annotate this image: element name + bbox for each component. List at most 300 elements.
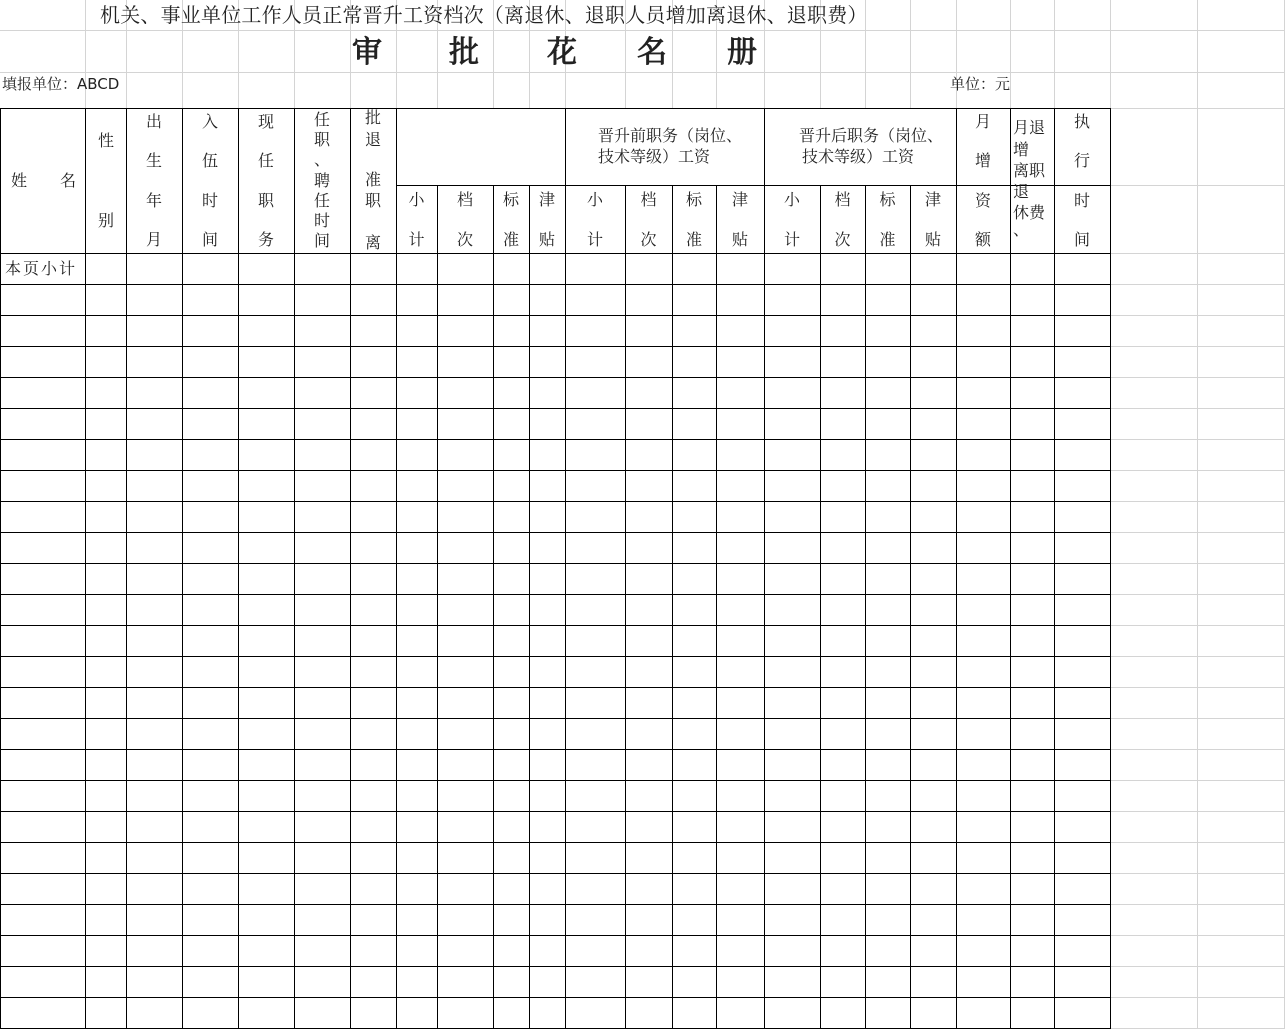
- table-cell[interactable]: [821, 750, 865, 780]
- table-cell[interactable]: [957, 719, 1010, 749]
- table-cell[interactable]: [295, 347, 350, 377]
- table-cell[interactable]: [911, 285, 956, 315]
- table-cell[interactable]: [821, 657, 865, 687]
- table-cell[interactable]: [183, 626, 238, 656]
- table-cell[interactable]: [866, 719, 910, 749]
- table-cell[interactable]: [1055, 688, 1110, 718]
- table-cell[interactable]: [494, 719, 529, 749]
- table-cell[interactable]: [530, 316, 565, 346]
- table-cell[interactable]: [86, 967, 126, 997]
- table-cell[interactable]: [866, 967, 910, 997]
- table-cell[interactable]: [494, 812, 529, 842]
- table-cell[interactable]: [183, 874, 238, 904]
- table-cell[interactable]: [86, 440, 126, 470]
- table-cell[interactable]: [717, 626, 764, 656]
- table-cell[interactable]: [866, 285, 910, 315]
- table-cell[interactable]: [821, 626, 865, 656]
- table-cell[interactable]: [626, 285, 672, 315]
- table-cell[interactable]: [183, 471, 238, 501]
- table-cell[interactable]: [183, 905, 238, 935]
- table-cell[interactable]: [295, 905, 350, 935]
- table-cell[interactable]: [351, 874, 396, 904]
- table-cell[interactable]: [86, 657, 126, 687]
- table-cell[interactable]: [397, 285, 437, 315]
- table-cell[interactable]: [626, 347, 672, 377]
- table-cell[interactable]: [494, 347, 529, 377]
- table-cell[interactable]: [295, 254, 350, 284]
- table-cell[interactable]: [438, 440, 493, 470]
- table-cell[interactable]: [530, 843, 565, 873]
- table-cell[interactable]: [673, 657, 716, 687]
- table-cell[interactable]: [530, 657, 565, 687]
- table-cell[interactable]: [911, 502, 956, 532]
- table-cell[interactable]: [821, 688, 865, 718]
- table-cell[interactable]: [626, 533, 672, 563]
- table-cell[interactable]: [1011, 750, 1054, 780]
- table-cell[interactable]: [821, 843, 865, 873]
- table-cell[interactable]: [351, 502, 396, 532]
- table-cell[interactable]: [821, 440, 865, 470]
- table-cell[interactable]: [494, 502, 529, 532]
- table-cell[interactable]: [438, 285, 493, 315]
- table-cell[interactable]: [626, 378, 672, 408]
- table-cell[interactable]: [1055, 843, 1110, 873]
- table-cell[interactable]: [1055, 781, 1110, 811]
- table-cell[interactable]: [866, 409, 910, 439]
- table-cell[interactable]: [127, 719, 182, 749]
- table-cell[interactable]: [911, 564, 956, 594]
- table-cell[interactable]: [239, 688, 294, 718]
- table-cell[interactable]: [1, 688, 85, 718]
- table-cell[interactable]: [397, 719, 437, 749]
- table-cell[interactable]: [911, 967, 956, 997]
- table-cell[interactable]: [866, 347, 910, 377]
- table-cell[interactable]: [530, 781, 565, 811]
- table-cell[interactable]: [866, 750, 910, 780]
- table-cell[interactable]: [626, 471, 672, 501]
- table-cell[interactable]: [239, 936, 294, 966]
- table-cell[interactable]: [821, 285, 865, 315]
- table-cell[interactable]: [1, 316, 85, 346]
- table-cell[interactable]: [239, 626, 294, 656]
- table-cell[interactable]: [765, 595, 820, 625]
- table-cell[interactable]: [183, 409, 238, 439]
- table-cell[interactable]: [626, 688, 672, 718]
- table-cell[interactable]: [866, 843, 910, 873]
- table-cell[interactable]: [957, 564, 1010, 594]
- table-cell[interactable]: [717, 905, 764, 935]
- table-cell[interactable]: [911, 533, 956, 563]
- table-cell[interactable]: [183, 285, 238, 315]
- table-cell[interactable]: [626, 657, 672, 687]
- table-cell[interactable]: [765, 347, 820, 377]
- table-cell[interactable]: [911, 688, 956, 718]
- table-cell[interactable]: [866, 502, 910, 532]
- table-cell[interactable]: [626, 440, 672, 470]
- table-cell[interactable]: [438, 936, 493, 966]
- table-cell[interactable]: [1011, 347, 1054, 377]
- table-cell[interactable]: [1055, 316, 1110, 346]
- table-cell[interactable]: [957, 316, 1010, 346]
- table-cell[interactable]: [86, 409, 126, 439]
- table-cell[interactable]: [911, 750, 956, 780]
- table-cell[interactable]: [626, 502, 672, 532]
- table-cell[interactable]: [673, 998, 716, 1028]
- table-cell[interactable]: [1, 378, 85, 408]
- table-cell[interactable]: [717, 781, 764, 811]
- table-cell[interactable]: [911, 657, 956, 687]
- table-cell[interactable]: [351, 409, 396, 439]
- table-cell[interactable]: [957, 347, 1010, 377]
- table-cell[interactable]: [86, 564, 126, 594]
- table-cell[interactable]: [911, 998, 956, 1028]
- table-cell[interactable]: [239, 378, 294, 408]
- table-cell[interactable]: [86, 936, 126, 966]
- table-cell[interactable]: [957, 812, 1010, 842]
- table-cell[interactable]: [911, 409, 956, 439]
- table-cell[interactable]: [438, 378, 493, 408]
- table-cell[interactable]: [566, 781, 625, 811]
- table-cell[interactable]: [530, 254, 565, 284]
- table-cell[interactable]: [717, 409, 764, 439]
- table-cell[interactable]: [911, 781, 956, 811]
- table-cell[interactable]: [866, 440, 910, 470]
- table-cell[interactable]: [717, 750, 764, 780]
- table-cell[interactable]: [1055, 657, 1110, 687]
- table-cell[interactable]: [673, 812, 716, 842]
- table-cell[interactable]: [494, 409, 529, 439]
- table-cell[interactable]: [351, 316, 396, 346]
- table-cell[interactable]: [494, 967, 529, 997]
- table-cell[interactable]: [295, 440, 350, 470]
- table-cell[interactable]: [1055, 347, 1110, 377]
- table-cell[interactable]: [530, 285, 565, 315]
- table-cell[interactable]: [821, 595, 865, 625]
- table-cell[interactable]: [1055, 595, 1110, 625]
- table-cell[interactable]: [351, 564, 396, 594]
- table-cell[interactable]: [821, 316, 865, 346]
- table-cell[interactable]: [911, 347, 956, 377]
- table-cell[interactable]: [626, 409, 672, 439]
- table-cell[interactable]: [295, 564, 350, 594]
- table-cell[interactable]: [957, 409, 1010, 439]
- table-cell[interactable]: [295, 626, 350, 656]
- table-cell[interactable]: [351, 936, 396, 966]
- table-cell[interactable]: [957, 471, 1010, 501]
- table-cell[interactable]: [717, 533, 764, 563]
- table-cell[interactable]: [239, 564, 294, 594]
- table-cell[interactable]: [295, 750, 350, 780]
- table-cell[interactable]: [1055, 750, 1110, 780]
- table-cell[interactable]: [957, 688, 1010, 718]
- table-cell[interactable]: [438, 967, 493, 997]
- table-cell[interactable]: [127, 409, 182, 439]
- table-cell[interactable]: [765, 378, 820, 408]
- table-cell[interactable]: [183, 688, 238, 718]
- table-cell[interactable]: [866, 626, 910, 656]
- table-cell[interactable]: [957, 874, 1010, 904]
- table-cell[interactable]: [566, 595, 625, 625]
- table-cell[interactable]: [239, 347, 294, 377]
- table-cell[interactable]: [239, 471, 294, 501]
- table-cell[interactable]: [626, 254, 672, 284]
- table-cell[interactable]: [183, 750, 238, 780]
- table-cell[interactable]: [494, 657, 529, 687]
- table-cell[interactable]: [911, 905, 956, 935]
- table-cell[interactable]: [351, 347, 396, 377]
- table-cell[interactable]: [351, 967, 396, 997]
- table-cell[interactable]: [530, 967, 565, 997]
- table-cell[interactable]: [127, 533, 182, 563]
- table-cell[interactable]: [239, 812, 294, 842]
- table-cell[interactable]: [295, 781, 350, 811]
- table-cell[interactable]: [673, 471, 716, 501]
- table-cell[interactable]: [717, 874, 764, 904]
- table-cell[interactable]: [821, 409, 865, 439]
- table-cell[interactable]: [239, 719, 294, 749]
- table-cell[interactable]: [717, 936, 764, 966]
- table-cell[interactable]: [239, 843, 294, 873]
- table-cell[interactable]: [86, 285, 126, 315]
- table-cell[interactable]: [295, 812, 350, 842]
- table-cell[interactable]: [765, 719, 820, 749]
- table-cell[interactable]: [673, 502, 716, 532]
- table-cell[interactable]: [183, 843, 238, 873]
- table-cell[interactable]: [438, 812, 493, 842]
- table-cell[interactable]: [821, 874, 865, 904]
- table-cell[interactable]: [866, 874, 910, 904]
- table-cell[interactable]: [295, 998, 350, 1028]
- table-cell[interactable]: [866, 595, 910, 625]
- table-cell[interactable]: [911, 440, 956, 470]
- table-cell[interactable]: [957, 440, 1010, 470]
- table-cell[interactable]: [530, 378, 565, 408]
- table-cell[interactable]: [765, 564, 820, 594]
- table-cell[interactable]: [1055, 998, 1110, 1028]
- table-cell[interactable]: [397, 471, 437, 501]
- table-cell[interactable]: [957, 378, 1010, 408]
- table-cell[interactable]: [1, 781, 85, 811]
- table-cell[interactable]: [86, 254, 126, 284]
- table-cell[interactable]: [438, 502, 493, 532]
- table-cell[interactable]: [183, 812, 238, 842]
- table-cell[interactable]: [183, 533, 238, 563]
- table-cell[interactable]: [1011, 564, 1054, 594]
- table-cell[interactable]: [1, 471, 85, 501]
- table-cell[interactable]: [821, 998, 865, 1028]
- table-cell[interactable]: [1, 595, 85, 625]
- table-cell[interactable]: [295, 316, 350, 346]
- table-cell[interactable]: [673, 750, 716, 780]
- table-cell[interactable]: [86, 626, 126, 656]
- table-cell[interactable]: [821, 905, 865, 935]
- table-cell[interactable]: [765, 998, 820, 1028]
- table-cell[interactable]: [530, 688, 565, 718]
- table-cell[interactable]: [717, 440, 764, 470]
- table-cell[interactable]: [957, 502, 1010, 532]
- table-cell[interactable]: [673, 254, 716, 284]
- table-cell[interactable]: [127, 688, 182, 718]
- table-cell[interactable]: [626, 967, 672, 997]
- table-cell[interactable]: [765, 409, 820, 439]
- table-cell[interactable]: [295, 533, 350, 563]
- table-cell[interactable]: [673, 874, 716, 904]
- table-cell[interactable]: [957, 285, 1010, 315]
- table-cell[interactable]: [626, 750, 672, 780]
- table-cell[interactable]: [530, 719, 565, 749]
- table-cell[interactable]: [1011, 998, 1054, 1028]
- table-cell[interactable]: [295, 595, 350, 625]
- table-cell[interactable]: [438, 533, 493, 563]
- table-cell[interactable]: [1055, 905, 1110, 935]
- table-cell[interactable]: [438, 874, 493, 904]
- table-cell[interactable]: [717, 812, 764, 842]
- table-cell[interactable]: [957, 533, 1010, 563]
- table-cell[interactable]: [494, 781, 529, 811]
- table-cell[interactable]: [397, 595, 437, 625]
- table-cell[interactable]: [1011, 812, 1054, 842]
- table-cell[interactable]: [1055, 936, 1110, 966]
- table-cell[interactable]: [673, 378, 716, 408]
- table-cell[interactable]: [673, 905, 716, 935]
- table-cell[interactable]: [295, 843, 350, 873]
- table-cell[interactable]: [351, 285, 396, 315]
- table-cell[interactable]: [957, 750, 1010, 780]
- table-cell[interactable]: [717, 285, 764, 315]
- table-cell[interactable]: [351, 781, 396, 811]
- table-cell[interactable]: [765, 843, 820, 873]
- table-cell[interactable]: [295, 409, 350, 439]
- table-cell[interactable]: [86, 471, 126, 501]
- table-cell[interactable]: [183, 502, 238, 532]
- table-cell[interactable]: [351, 533, 396, 563]
- table-cell[interactable]: [821, 967, 865, 997]
- table-cell[interactable]: [397, 936, 437, 966]
- table-cell[interactable]: [183, 440, 238, 470]
- table-cell[interactable]: [530, 440, 565, 470]
- table-cell[interactable]: [494, 936, 529, 966]
- table-cell[interactable]: [1, 750, 85, 780]
- table-cell[interactable]: [1, 409, 85, 439]
- table-cell[interactable]: [86, 905, 126, 935]
- table-cell[interactable]: [127, 657, 182, 687]
- table-cell[interactable]: [183, 378, 238, 408]
- table-cell[interactable]: [765, 440, 820, 470]
- table-cell[interactable]: [397, 347, 437, 377]
- table-cell[interactable]: [717, 688, 764, 718]
- table-cell[interactable]: [239, 285, 294, 315]
- table-cell[interactable]: [86, 998, 126, 1028]
- table-cell[interactable]: [494, 998, 529, 1028]
- table-cell[interactable]: [295, 936, 350, 966]
- table-cell[interactable]: [127, 750, 182, 780]
- table-cell[interactable]: [673, 719, 716, 749]
- table-cell[interactable]: [673, 533, 716, 563]
- table-cell[interactable]: [911, 812, 956, 842]
- table-cell[interactable]: [1, 533, 85, 563]
- table-cell[interactable]: [957, 936, 1010, 966]
- table-cell[interactable]: [717, 719, 764, 749]
- table-cell[interactable]: [957, 595, 1010, 625]
- table-cell[interactable]: [530, 936, 565, 966]
- table-cell[interactable]: [530, 874, 565, 904]
- table-cell[interactable]: [494, 533, 529, 563]
- table-cell[interactable]: [1055, 378, 1110, 408]
- table-cell[interactable]: [494, 874, 529, 904]
- table-cell[interactable]: [438, 750, 493, 780]
- table-cell[interactable]: [866, 533, 910, 563]
- table-cell[interactable]: [86, 502, 126, 532]
- table-cell[interactable]: [127, 936, 182, 966]
- table-cell[interactable]: [1, 285, 85, 315]
- table-cell[interactable]: [494, 905, 529, 935]
- table-cell[interactable]: [351, 595, 396, 625]
- table-cell[interactable]: [1055, 812, 1110, 842]
- table-cell[interactable]: [351, 440, 396, 470]
- table-cell[interactable]: [127, 378, 182, 408]
- table-cell[interactable]: [494, 254, 529, 284]
- table-cell[interactable]: [566, 347, 625, 377]
- table-cell[interactable]: [494, 750, 529, 780]
- table-cell[interactable]: [438, 471, 493, 501]
- table-cell[interactable]: [397, 316, 437, 346]
- table-cell[interactable]: [821, 471, 865, 501]
- table-cell[interactable]: [626, 843, 672, 873]
- table-cell[interactable]: [821, 812, 865, 842]
- table-cell[interactable]: [530, 595, 565, 625]
- table-cell[interactable]: [438, 564, 493, 594]
- table-cell[interactable]: [86, 750, 126, 780]
- table-cell[interactable]: [397, 564, 437, 594]
- table-cell[interactable]: [127, 347, 182, 377]
- table-cell[interactable]: [295, 719, 350, 749]
- table-cell[interactable]: [127, 967, 182, 997]
- table-cell[interactable]: [1011, 843, 1054, 873]
- table-cell[interactable]: [86, 719, 126, 749]
- table-cell[interactable]: [1011, 874, 1054, 904]
- table-cell[interactable]: [127, 595, 182, 625]
- table-cell[interactable]: [626, 998, 672, 1028]
- table-cell[interactable]: [351, 657, 396, 687]
- table-cell[interactable]: [438, 347, 493, 377]
- table-cell[interactable]: [239, 502, 294, 532]
- table-cell[interactable]: [1, 440, 85, 470]
- table-cell[interactable]: [127, 502, 182, 532]
- table-cell[interactable]: [866, 812, 910, 842]
- table-cell[interactable]: [397, 657, 437, 687]
- table-cell[interactable]: [717, 998, 764, 1028]
- table-cell[interactable]: [866, 781, 910, 811]
- table-cell[interactable]: [397, 626, 437, 656]
- table-cell[interactable]: [1011, 316, 1054, 346]
- table-cell[interactable]: [765, 316, 820, 346]
- table-cell[interactable]: [530, 409, 565, 439]
- table-cell[interactable]: [821, 378, 865, 408]
- table-cell[interactable]: [351, 378, 396, 408]
- table-cell[interactable]: [673, 688, 716, 718]
- table-cell[interactable]: [127, 316, 182, 346]
- table-cell[interactable]: [239, 409, 294, 439]
- table-cell[interactable]: [765, 967, 820, 997]
- table-cell[interactable]: [821, 347, 865, 377]
- table-cell[interactable]: [1055, 626, 1110, 656]
- table-cell[interactable]: [295, 657, 350, 687]
- table-cell[interactable]: [1011, 595, 1054, 625]
- table-cell[interactable]: [494, 471, 529, 501]
- table-cell[interactable]: [351, 719, 396, 749]
- table-cell[interactable]: [239, 657, 294, 687]
- table-cell[interactable]: [86, 595, 126, 625]
